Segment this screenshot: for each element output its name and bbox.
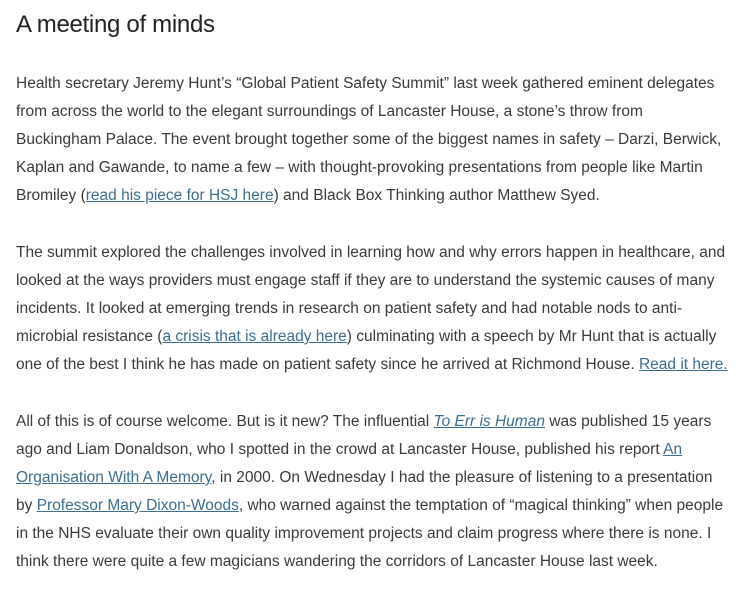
- to-err-is-human-link[interactable]: [434, 413, 545, 430]
- hsj-piece-link[interactable]: read his piece for HSJ here: [85, 187, 274, 204]
- paragraph-3: [16, 408, 728, 576]
- paragraph-1-text-a: Health secretary Jeremy Hunt’s “Global Patient Safety Summit” last week gathered eminent delegates from across the world to the elegant surroundings of Lancaster House, a stone’s throw from Buckingham Palace. The event brought together some of the biggest names in safety – Darzi, Berwick, Kaplan and Gawande, to name a few – with thought-provoking presentations from people like Martin Bromiley (: [16, 75, 722, 204]
- article-title: A meeting of minds: [16, 11, 215, 38]
- dixon-woods-link[interactable]: Professor Mary Dixon-Woods: [36, 497, 239, 514]
- paragraph-3-text-c: , in 2000. On Wednesday I had the pleasure of listening to a presentation by: [16, 469, 713, 514]
- paragraph-2-text-a: The summit explored the challenges involved in learning how and why errors happen in healthcare, and looked at the ways providers must engage staff if they are to understand the systemic causes of many incidents. It looked at emerging trends in research on patient safety and had notable nods to anti-microbial resistance (: [16, 244, 726, 345]
- paragraph-2-text-b: ) culminating with a speech by Mr Hunt that is actually one of the best I think he has made on patient safety since he arrived at Richmond House.: [16, 328, 717, 373]
- crisis-link[interactable]: a crisis that is already here: [162, 328, 347, 345]
- article: [16, 0, 728, 570]
- paragraph-2: [16, 239, 728, 379]
- paragraph-3-text-b: was published 15 years ago and Liam Donaldson, who I spotted in the crowd at Lancaster House, published his report: [16, 413, 712, 458]
- paragraph-3-text-a: All of this is of course welcome. But is it new? The influential: [16, 413, 434, 430]
- organisation-memory-link[interactable]: An Organisation With A Memory: [16, 441, 683, 486]
- paragraph-1-text-b: ) and Black Box Thinking author Matthew Syed.: [273, 187, 600, 204]
- read-speech-link[interactable]: Read it here.: [638, 356, 728, 373]
- to-err-is-human-title: To Err is Human: [433, 413, 545, 430]
- paragraph-1: [16, 70, 728, 210]
- paragraph-3-text-d: , who warned against the temptation of “magical thinking” when people in the NHS evaluate their own quality improvement projects and claim progress where there is none. I think there were quite a few magicians wandering the corridors of Lancaster House last week.: [16, 497, 724, 570]
